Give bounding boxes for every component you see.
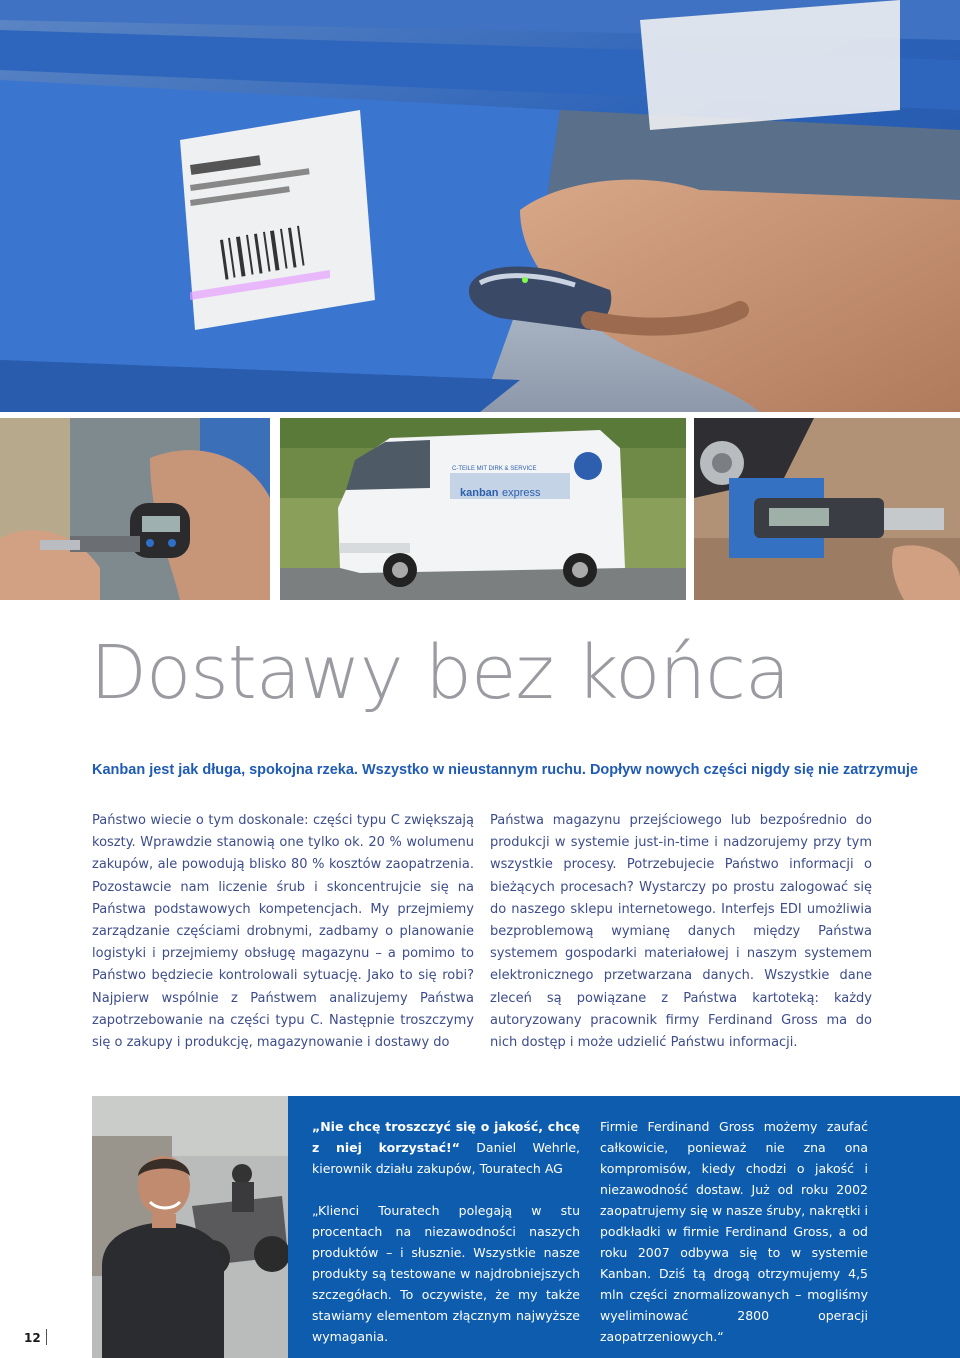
body-text-left: Państwo wiecie o tym doskonale: części typu C zwiększają koszty. Wprawdzie stanowią one tylko ok. 20 % wolumenu zakupów, ale powodują blisko 80 % kosztów zaopatrzenia. Pozostawcie nam liczenie śrub i skoncentrujcie się na Państwa podstawowych kompetencjach. My przejmiemy zarządzanie częściami drobnymi, zadbamy o planowanie logistyki i przejmiemy obsługę magazynu – a pomimo to Państwo będziecie kontrolowali sytuację. Jako to się robi? Najpierw wspólnie z Państwem analizujemy Państwa zapotrzebowanie na części typu C. Następnie troszczymy się o zakupy i produkcję, magazynowanie i dostawy do: [92, 813, 474, 1051]
lead-text: Kanban jest jak długa, spokojna rzeka. Wszystko w nieustannym ruchu. Dopływ nowych części nigdy się nie zatrzymuje: [92, 762, 918, 778]
van-brand-suffix-text: express: [502, 487, 541, 499]
hero-photo: [0, 0, 960, 412]
quote-attribution: Daniel Wehrle, kierownik działu zakupów, Touratech AG: [312, 1140, 580, 1176]
quote-text-part1: „Klienci Touratech polegają w stu procentach na niezawodności naszych produktów – i słusznie. Wszystkie nasze produkty są testowane w najdrobniejszych szczegółach. To oczywiste, że my także stawiamy elementom złącznym najwyższe wymagania.: [312, 1203, 580, 1344]
quote-column-left: [312, 1116, 580, 1347]
page-number: 12: [24, 1331, 41, 1345]
page-number-divider: [46, 1329, 47, 1345]
van-brand-text: kanban: [460, 487, 499, 499]
body-text-right: Państwa magazynu przejściowego lub bezpośrednio do produkcji w systemie just-in-time i nadzorujemy przy tym wszystkie procesy. Potrzebujecie Państwo informacji o bieżących procesach? Wystarczy po prostu zalogować się do naszego sklepu internetowego. Interfejs EDI umożliwia bezproblemową wymianę danych między Państwa systemem gospodarki materiałowej i naszym systemem elektronicznego przetwarzana danych. Wszystkie dane zleceń są powiązane z Państwa kartoteką: każdy autoryzowany pracownik firmy Ferdinand Gross ma do nich dostęp i może udzielić Państwu informacji.: [490, 813, 872, 1051]
van-service-text: C-TEILE MIT DIRK & SERVICE: [452, 466, 537, 472]
van-photo: [280, 418, 686, 600]
quote-text-part2: Firmie Ferdinand Gross możemy zaufać całkowicie, ponieważ nie zna ona kompromisów, kiedy chodzi o jakość i niezawodność dostaw. Już od roku 2002 zaopatrujemy się w nasze śruby, nakrętki i podkładki w firmie Ferdinand Gross, a od roku 2007 odbywa się to w systemie Kanban. Dziś tą drogą otrzymujemy 4,5 mln części znormalizowanych – mogliśmy wyeliminować 2800 operacji zaopatrzeniowych.“: [600, 1119, 868, 1344]
quote-column-right: [600, 1116, 868, 1347]
person-photo: [92, 1096, 288, 1358]
quote-box: [288, 1096, 960, 1358]
gauge-photo: [0, 418, 270, 600]
page-title: Dostawy bez końca: [90, 630, 790, 716]
micrometer-photo: [694, 418, 960, 600]
quote-headline: „Nie chcę troszczyć się o jakość, chcę z niej korzystać!“: [312, 1119, 580, 1155]
